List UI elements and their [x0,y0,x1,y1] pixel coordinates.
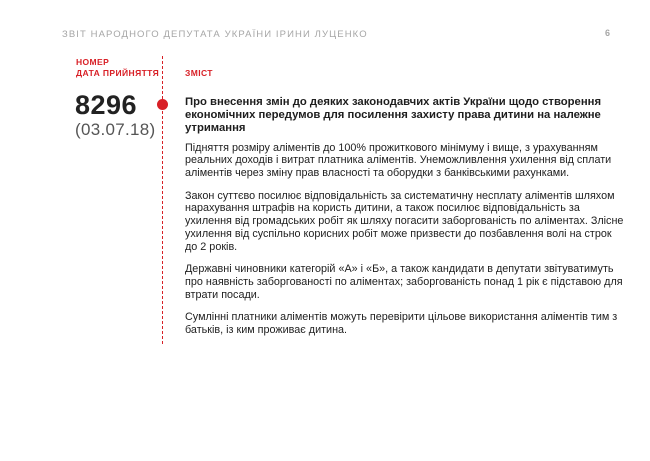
law-adoption-date: (03.07.18) [75,120,156,139]
content-column-label: ЗМІСТ [185,68,213,78]
law-number: 8296 [75,90,138,120]
number-column-label: НОМЕР [76,57,110,67]
report-header-title: ЗВІТ НАРОДНОГО ДЕПУТАТА УКРАЇНИ ІРИНИ ЛУЦЕНКО [62,29,368,40]
law-title: Про внесення змін до деяких законодавчих актів України щодо створення економічних передумов для посилення захисту права дитини на належне утримання [185,96,602,135]
law-content [185,96,625,346]
law-paragraph: Сумлінні платники аліментів можуть перевірити цільове використання аліментів тим з батьків, із ким проживає дитина. [185,310,618,336]
timeline-marker [157,99,168,110]
page-number: 6 [605,28,611,38]
law-paragraph: Державні чиновники категорій «А» і «Б», а також кандидати в депутати звітуватимуть про наявність заборгованості по аліментах; заборгованість понад 1 рік є підставою для втрати посади. [185,262,623,301]
law-paragraph: Закон суттєво посилює відповідальність за систематичну несплату аліментів шляхом нарахування штрафів на користь дитини, а також посилює відповідальність за ухилення від громадських робіт як шляху погасити заборгованість по аліментах. Злісне ухилення від суспільно корисних робіт може призвести до позбавлення волі на строк до 2 років. [185,189,624,253]
date-column-label: ДАТА ПРИЙНЯТТЯ [76,68,160,78]
law-paragraph: Підняття розміру аліментів до 100% прожиткового мінімуму і вище, з урахуванням реальних доходів і витрат платника аліментів. Унеможливлення ухилення від сплати аліментів через зміну прав власності та оборудки з банківськими рахунками. [185,141,612,180]
